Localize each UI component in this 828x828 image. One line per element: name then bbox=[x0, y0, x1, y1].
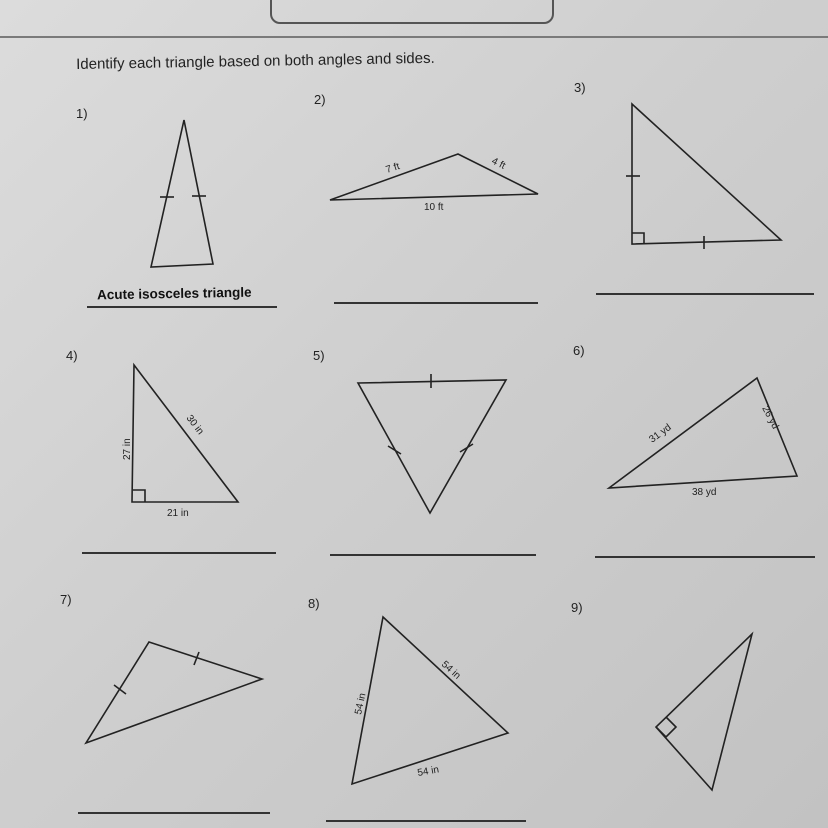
side-label-4c: 21 in bbox=[167, 508, 189, 519]
problem-number-2: 2) bbox=[314, 92, 326, 107]
side-label-4b: 30 in bbox=[183, 413, 206, 437]
side-label-2a: 7 ft bbox=[384, 161, 402, 176]
right-angle-mark-3 bbox=[632, 233, 644, 244]
problem-number-4: 4) bbox=[66, 348, 78, 363]
triangle-3 bbox=[632, 104, 781, 244]
tick-mark-5c bbox=[460, 444, 473, 452]
problem-number-7: 7) bbox=[60, 592, 72, 607]
problem-number-9: 9) bbox=[571, 600, 583, 615]
right-angle-mark-4 bbox=[133, 490, 145, 502]
side-label-4a: 27 in bbox=[122, 438, 133, 460]
side-label-6b: 26 yd bbox=[759, 404, 781, 432]
triangle-5 bbox=[358, 380, 506, 513]
side-label-2c: 10 ft bbox=[424, 202, 444, 213]
side-label-8a: 54 in bbox=[353, 692, 369, 716]
instructions: Identify each triangle based on both angles and sides. bbox=[76, 49, 435, 73]
problem-number-5: 5) bbox=[313, 348, 325, 363]
side-label-6c: 38 yd bbox=[692, 487, 717, 498]
triangle-7 bbox=[86, 642, 262, 743]
triangle-1 bbox=[151, 120, 213, 267]
triangle-8 bbox=[352, 617, 508, 784]
problem-number-6: 6) bbox=[573, 343, 585, 358]
side-label-8b: 54 in bbox=[438, 659, 463, 682]
problem-number-1: 1) bbox=[76, 106, 88, 121]
problem-number-8: 8) bbox=[308, 596, 320, 611]
side-label-6a: 31 yd bbox=[647, 422, 674, 446]
side-label-8c: 54 in bbox=[416, 764, 440, 779]
problem-number-3: 3) bbox=[574, 80, 586, 95]
answer-text-1: Acute isosceles triangle bbox=[96, 284, 252, 303]
tick-mark-7a bbox=[114, 685, 126, 694]
triangle-9 bbox=[656, 634, 752, 790]
tick-mark-5b bbox=[388, 446, 401, 454]
triangle-6 bbox=[609, 378, 797, 488]
right-angle-mark-9 bbox=[656, 717, 676, 737]
side-label-2b: 4 ft bbox=[489, 155, 508, 172]
triangle-4 bbox=[132, 365, 238, 502]
